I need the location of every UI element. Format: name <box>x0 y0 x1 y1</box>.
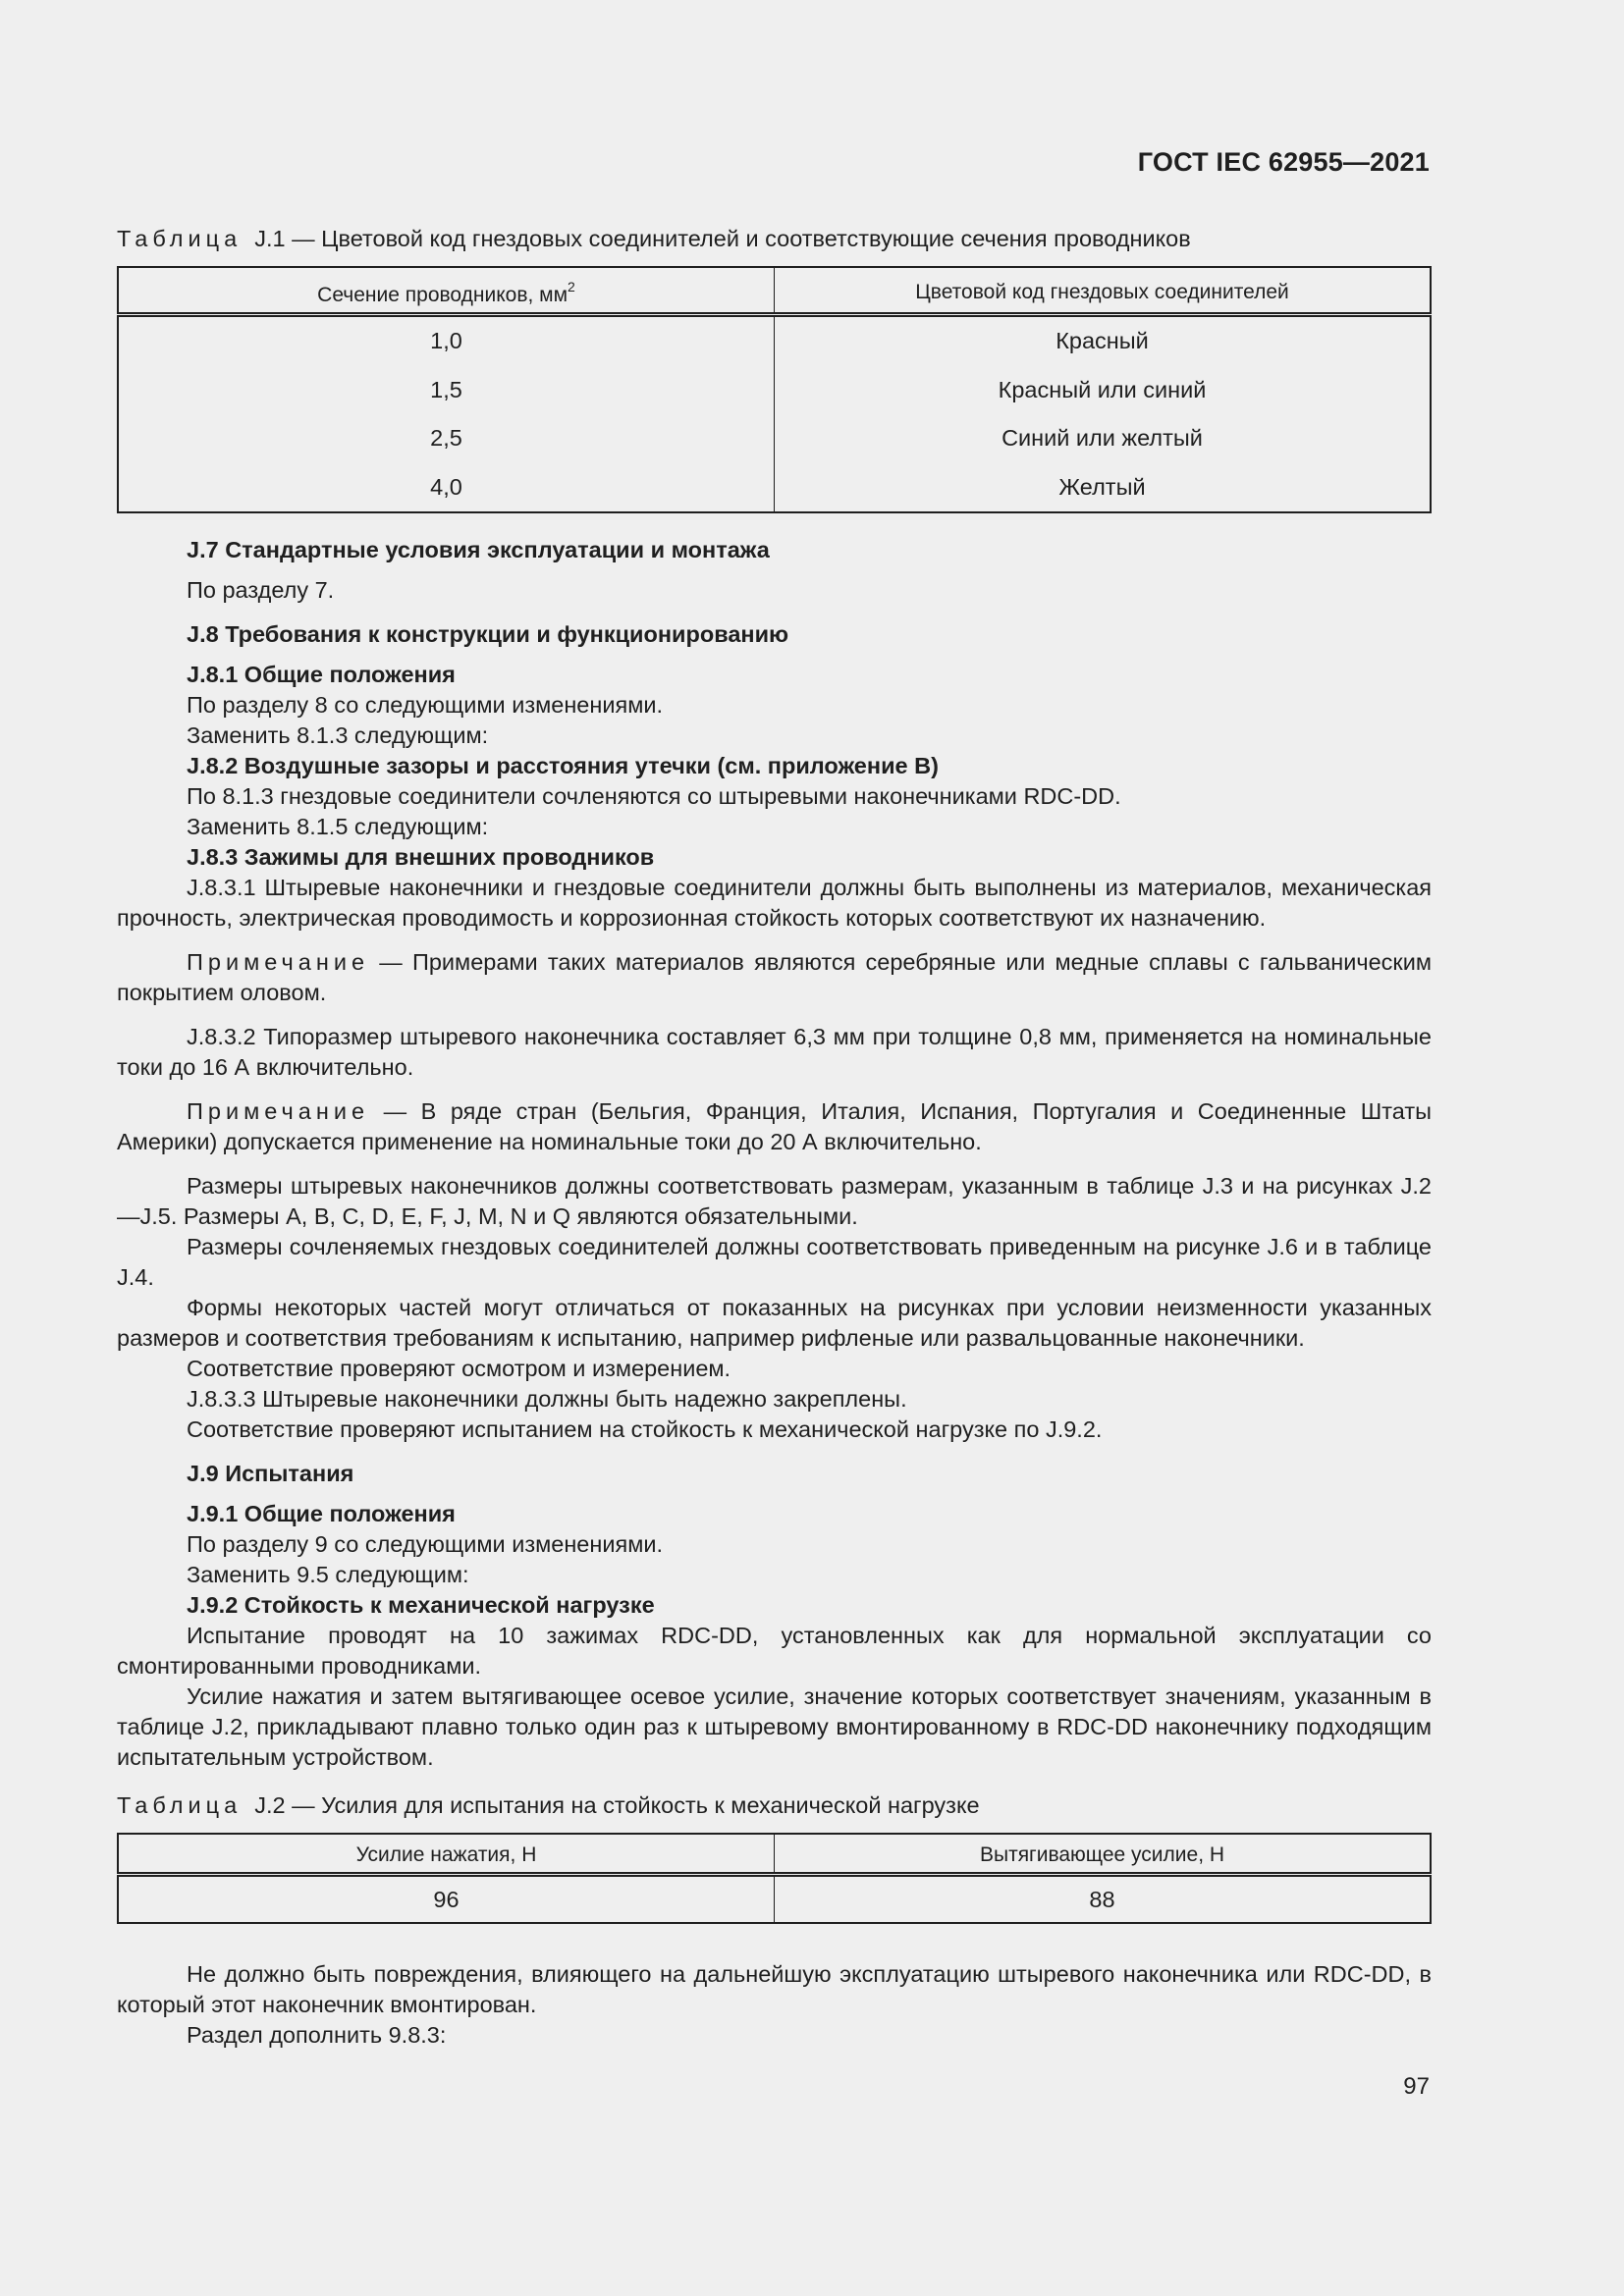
table-j1-caption-label: Таблица <box>117 226 243 251</box>
table-j1-col1-header-sup: 2 <box>568 279 575 294</box>
cell-color: Красный <box>1056 328 1149 354</box>
table-j1-caption-text: J.1 — Цветовой код гнездовых соединителей и соответствующие сечения проводников <box>254 226 1191 251</box>
text-add: Раздел дополнить 9.8.3: <box>187 2022 447 2048</box>
heading-j8: J.8 Требования к конструкции и функционированию <box>187 621 789 647</box>
table-j2-col1-header: Усилие нажатия, Н <box>118 1834 775 1875</box>
cell-section: 4,0 <box>118 463 775 513</box>
text-sizes-1: Размеры штыревых наконечников должны соответствовать размерам, указанным в таблице J.3 и на рисунках J.2—J.5. Размеры A, B, C, D, E, F, J, M, N и Q являются обязательными. <box>117 1173 1432 1229</box>
heading-j92: J.9.2 Стойкость к механической нагрузке <box>187 1592 655 1618</box>
cell-section: 2,5 <box>118 414 775 463</box>
text-forms: Формы некоторых частей могут отличаться от показанных на рисунках при условии неизменности указанных размеров и соответствия требованиям к испытанию, например рифленые или развальцованные наконечники. <box>117 1295 1432 1351</box>
table-row <box>118 1875 1431 1924</box>
note-label: Примечание <box>187 1098 370 1124</box>
note-1 <box>117 947 1432 1008</box>
text-j7: По разделу 7. <box>187 577 335 603</box>
table-j1-col1-header-text: Сечение проводников, мм <box>317 284 568 306</box>
table-j2-caption <box>117 1790 1432 1821</box>
text-sizes-2: Размеры сочленяемых гнездовых соединителей должны соответствовать приведенным на рисунке J.6 и в таблице J.4. <box>117 1234 1432 1290</box>
text-j832: J.8.3.2 Типоразмер штыревого наконечника составляет 6,3 мм при толщине 0,8 мм, применяется на номинальные токи до 16 А включительно. <box>117 1024 1432 1080</box>
text-j92-1: Испытание проводят на 10 зажимах RDC-DD, установленных как для нормальной эксплуатации со смонтированными проводниками. <box>117 1623 1432 1679</box>
table-header-row <box>118 1834 1431 1875</box>
heading-j81: J.8.1 Общие положения <box>187 662 456 687</box>
text-j82-1: По 8.1.3 гнездовые соединители сочленяются со штыревыми наконечниками RDC-DD. <box>187 783 1121 809</box>
text-check-1: Соответствие проверяют осмотром и измерением. <box>187 1356 731 1381</box>
cell-color: Красный или синий <box>998 376 1207 402</box>
table-j1-caption <box>117 224 1432 254</box>
table-j2-col2-header: Вытягивающее усилие, Н <box>775 1834 1432 1875</box>
table-row <box>118 414 1431 463</box>
text-j82-2: Заменить 8.1.5 следующим: <box>187 814 489 839</box>
table-j2-caption-text: J.2 — Усилия для испытания на стойкость к механической нагрузке <box>254 1792 980 1818</box>
cell-section: 1,5 <box>118 366 775 415</box>
text-j81-1: По разделу 8 со следующими изменениями. <box>187 692 664 718</box>
text-j81-2: Заменить 8.1.3 следующим: <box>187 722 489 748</box>
heading-j9: J.9 Испытания <box>187 1461 354 1486</box>
table-j2-caption-label: Таблица <box>117 1792 243 1818</box>
note-2 <box>117 1096 1432 1157</box>
table-j1-col2-header: Цветовой код гнездовых соединителей <box>775 267 1432 315</box>
text-j833: J.8.3.3 Штыревые наконечники должны быть надежно закреплены. <box>187 1386 907 1412</box>
table-j1-col1-header <box>118 267 775 315</box>
table-row <box>118 315 1431 366</box>
page-content <box>117 224 1432 2051</box>
document-id-header: ГОСТ IEC 62955—2021 <box>1137 147 1430 177</box>
note-label: Примечание <box>187 949 370 975</box>
table-header-row <box>118 267 1431 315</box>
table-j1 <box>117 266 1432 513</box>
table-row <box>118 366 1431 415</box>
table-j2 <box>117 1833 1432 1924</box>
note-1-text: — Примерами таких материалов являются серебряные или медные сплавы с гальваническим покрытием оловом. <box>117 949 1432 1005</box>
cell-push-force: 96 <box>118 1875 775 1924</box>
text-damage: Не должно быть повреждения, влияющего на дальнейшую эксплуатацию штыревого наконечника или RDC-DD, в который этот наконечник вмонтирован. <box>117 1961 1432 2017</box>
text-check-2: Соответствие проверяют испытанием на стойкость к механической нагрузке по J.9.2. <box>187 1416 1103 1442</box>
heading-j7: J.7 Стандартные условия эксплуатации и монтажа <box>187 537 770 562</box>
cell-section: 1,0 <box>118 315 775 366</box>
text-j92-2: Усилие нажатия и затем вытягивающее осевое усилие, значение которых соответствует значениям, указанным в таблице J.2, прикладывают плавно только один раз к штыревому вмонтированному в RDC-DD наконечнику подходящим испытательным устройством. <box>117 1683 1432 1770</box>
heading-j83: J.8.3 Зажимы для внешних проводников <box>187 844 655 870</box>
cell-color: Желтый <box>1058 473 1146 500</box>
heading-j82: J.8.2 Воздушные зазоры и расстояния утечки (см. приложение В) <box>187 753 939 778</box>
page-number: 97 <box>1403 2073 1430 2100</box>
note-2-text: — В ряде стран (Бельгия, Франция, Италия, Испания, Португалия и Соединенные Штаты Америки) допускается применение на номинальные токи до 20 А включительно. <box>117 1098 1432 1154</box>
cell-color: Синий или желтый <box>1001 425 1203 452</box>
text-j831: J.8.3.1 Штыревые наконечники и гнездовые соединители должны быть выполнены из материалов, механическая прочность, электрическая проводимость и коррозионная стойкость которых соответствуют их назначению. <box>117 875 1432 931</box>
table-row <box>118 463 1431 513</box>
text-j91-2: Заменить 9.5 следующим: <box>187 1562 469 1587</box>
heading-j91: J.9.1 Общие положения <box>187 1501 456 1526</box>
cell-pull-force: 88 <box>1089 1886 1115 1912</box>
text-j91-1: По разделу 9 со следующими изменениями. <box>187 1531 664 1557</box>
